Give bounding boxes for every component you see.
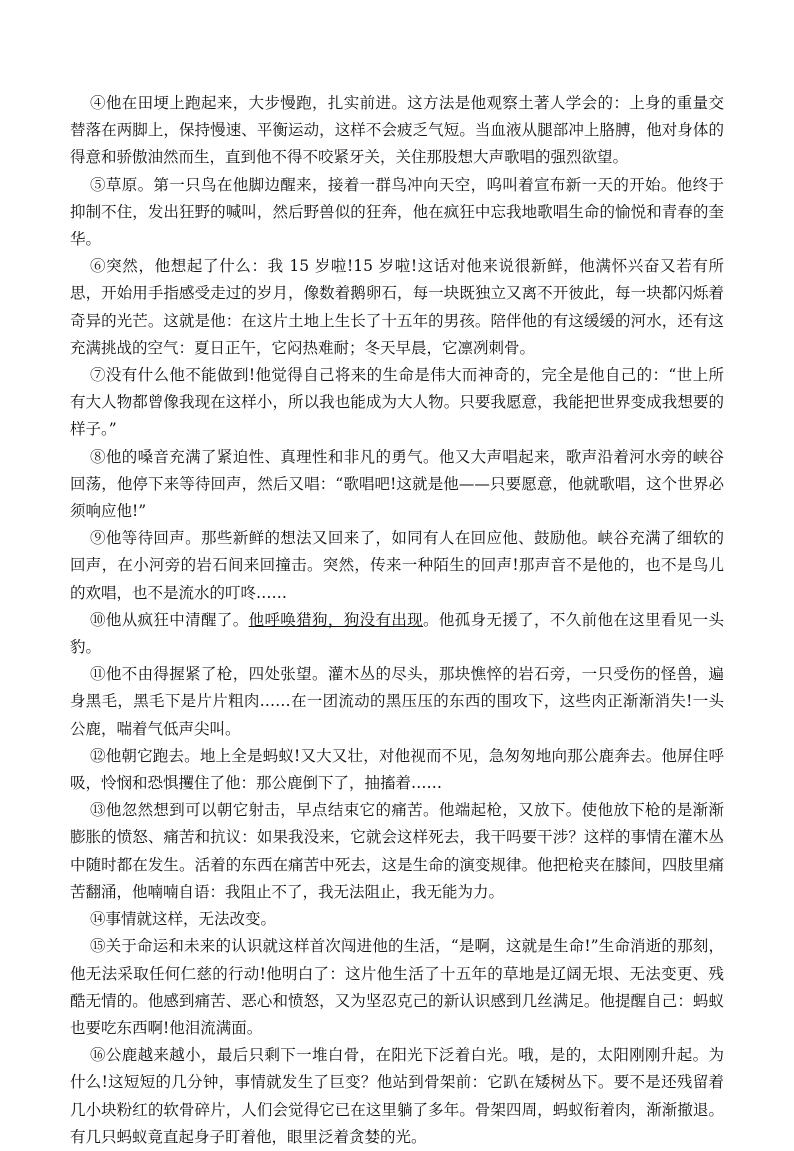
underlined-sentence: 他呼唤猎狗，狗没有出现 bbox=[248, 610, 424, 629]
paragraph-5: ⑤草原。第一只鸟在他脚边醒来，接着一群鸟冲向天空，呜叫着宣布新一天的开始。他终于抑制不住，发出狂野的喊叫，然后野兽似的狂奔，他在疯狂中忘我地歌唱生命的愉悦和青春的奎华。 bbox=[70, 175, 724, 249]
paragraph-10-lead: ⑩他从疯狂中清醒了。 bbox=[90, 610, 249, 629]
paragraph-15: ⑮关于命运和未来的认识就这样首次闯进他的生活，“是啊，这就是生命!”生命消逝的那刻，他无法采取任何仁慈的行动!他明白了：这片他生活了十五年的草地是辽阔无垠、无法变更、残酷无情的。他感到痛苦、恶心和愤怒，又为坚忍克己的新认识感到几丝满足。他提醒自己：蚂蚁也要吃东西啊!他泪流满面。 bbox=[70, 937, 724, 1037]
paragraph-7: ⑦没有什么他不能做到!他觉得自己将来的生命是伟大而神奇的，完全是他自己的：“世上所有大人物都曾像我现在这样小，所以我也能成为大人物。只要我愿意，我能把世界变成我想要的样子。” bbox=[70, 366, 724, 439]
paragraph-6: ⑥突然，他想起了什么：我 15 岁啦!15 岁啦!这话对他来说很新鲜，他满怀兴奋又若有所思，开始用手指感受走过的岁月，像数着鹅卵石，每一块既独立又离不开彼此，每一块都闪烁着奇异的光芒。这就是他：在这片土地上生长了十五年的男孩。陪伴他的有这缓缓的河水，还有这充满挑战的空气：夏日正午，它闷热难耐；冬天早晨，它凛冽刺骨。 bbox=[70, 257, 724, 357]
paragraph-10 bbox=[70, 607, 724, 661]
paragraph-13: ⑬他忽然想到可以朝它射击，早点结束它的痛苦。他端起枪，又放下。使他放下枪的是渐渐膨胀的愤怒、痛苦和抗议：如果我没来，它就会这样死去，我干吗要干涉？这样的事情在灌木丛中随时都在发生。活着的东西在痛苦中死去，这是生命的演变规律。他把枪夹在膝间，四肢里痛苦翻涌，他喃喃自语：我阻止不了，我无法阻止，我无能为力。 bbox=[70, 801, 724, 901]
paragraph-16: ⑯公鹿越来越小，最后只剩下一堆白骨，在阳光下泛着白光。哦，是的，太阳刚刚升起。为什么!这短短的几分钟，事情就发生了巨变？他站到骨架前：它趴在矮树丛下。要不是还残留着几小块粉红的软骨碎片，人们会觉得它已在这里躺了多年。骨架四周，蚂蚁衔着肉，渐渐撤退。有几只蚂蚁竟直起身子盯着他，眼里泛着贪婪的光。 bbox=[70, 1046, 724, 1146]
paragraph-14: ⑭事情就这样，无法改变。 bbox=[90, 910, 277, 929]
paragraph-11: ⑪他不由得握紧了枪，四处张望。灌木丛的尽头，那块憔悴的岩石旁，一只受伤的怪兽，遍身黑毛，黑毛下是片片粗肉……在一团流动的黑压压的东西的围攻下，这些肉正渐渐消失!一头公鹿，喘着气低声尖叫。 bbox=[70, 665, 724, 738]
paragraph-4: ④他在田埂上跑起来，大步慢跑，扎实前进。这方法是他观察土著人学会的：上身的重量交替落在两脚上，保持慢速、平衡运动，这样不会疲乏气短。当血液从腿部冲上胳膊，他对身体的得意和骄傲油然而生，直到他不得不咬紧牙关，关住那股想大声歌唱的强烈欲望。 bbox=[70, 94, 724, 167]
document-body bbox=[70, 90, 724, 1151]
paragraph-12: ⑫他朝它跑去。地上全是蚂蚁!又大又壮，对他视而不见，急匆匆地向那公鹿奔去。他屏住呼吸，怜悯和恐惧攫住了他：那公鹿倒下了，抽搐着…… bbox=[70, 746, 724, 793]
paragraph-9: ⑨他等待回声。那些新鲜的想法又回来了，如同有人在回应他、鼓励他。峡谷充满了细软的回声，在小河旁的岩石间来回撞击。突然，传来一种陌生的回声!那声音不是他的，也不是鸟儿的欢唱，也不是流水的叮咚…… bbox=[70, 529, 724, 602]
paragraph-10-tail: 。他孤身无援了，不久前他在这里看见一头豹。 bbox=[70, 610, 724, 657]
paragraph-8: ⑧他的嗓音充满了紧迫性、真理性和非凡的勇气。他又大声唱起来，歌声沿着河水旁的峡谷回荡，他停下来等待回声，然后又唱：“歌唱吧!这就是他——只要愿意，他就歌唱，这个世界必须响应他!” bbox=[70, 447, 724, 521]
